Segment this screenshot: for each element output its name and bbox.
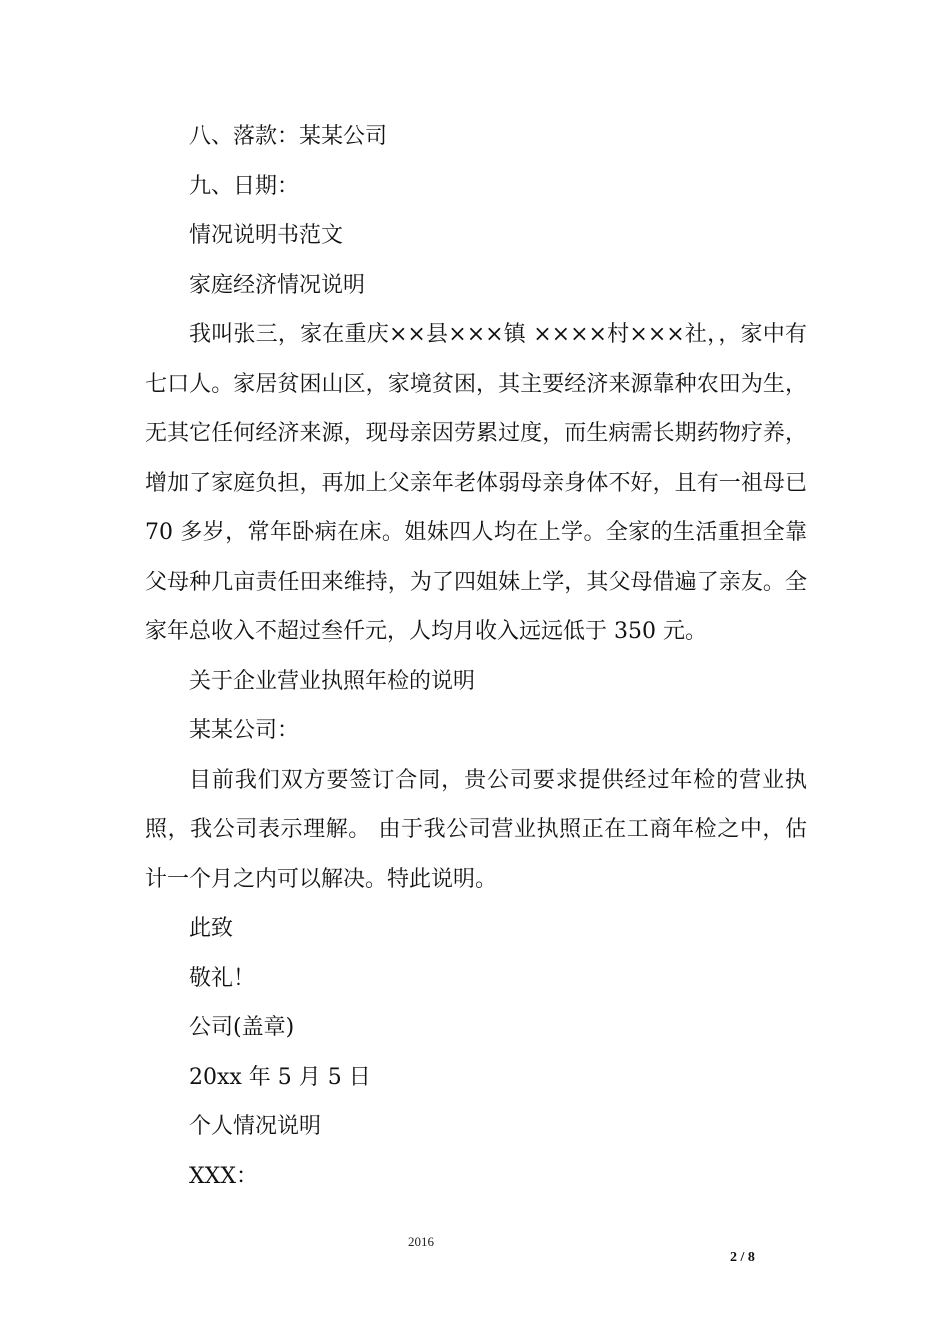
subsection-title: 个人情况说明 — [189, 1114, 322, 1139]
family-economy-paragraph: 我叫张三，家在重庆××县×××镇 ××××村×××社，，家中有七口人。家居贫困山区，家境贫困，其主要经济来源靠种农田为生，无其它任何经济来源，现母亲因劳累过度，而生病需长期药物疗养，增加了家庭负担，再加上父亲年老体弱母亲身体不好，且有一祖母已 70 多岁，常年卧病在床。姐妹四人均在上学。全家的生活重担全靠父母种几亩责任田来维持，为了四姐妹上学，其父母借遍了亲友。全家年总收入不超过叁仟元，人均月收入远远低于 350 元。 — [145, 322, 807, 644]
closing-line: 此致 — [189, 916, 234, 941]
salutation: 某某公司： — [189, 718, 300, 743]
page-indicator: 2 / 8 — [730, 1250, 755, 1265]
footer-year: 2016 — [408, 1234, 434, 1249]
document-body — [145, 112, 807, 1201]
signature-line: 八、落款：某某公司 — [189, 124, 388, 149]
section-title: 情况说明书范文 — [189, 223, 344, 248]
license-paragraph: 目前我们双方要签订合同，贵公司要求提供经过年检的营业执照，我公司表示理解。 由于我公司营业执照正在工商年检之中，估计一个月之内可以解决。特此说明。 — [145, 767, 807, 892]
addressee-line: XXX： — [189, 1163, 258, 1189]
regards-line: 敬礼！ — [189, 965, 256, 991]
company-seal-line: 公司(盖章) — [189, 1015, 295, 1040]
subsection-title: 家庭经济情况说明 — [189, 272, 366, 298]
subsection-title: 关于企业营业执照年检的说明 — [189, 668, 476, 694]
date-line: 九、日期： — [189, 173, 300, 199]
date-value-line: 20xx 年 5 月 5 日 — [189, 1064, 371, 1090]
